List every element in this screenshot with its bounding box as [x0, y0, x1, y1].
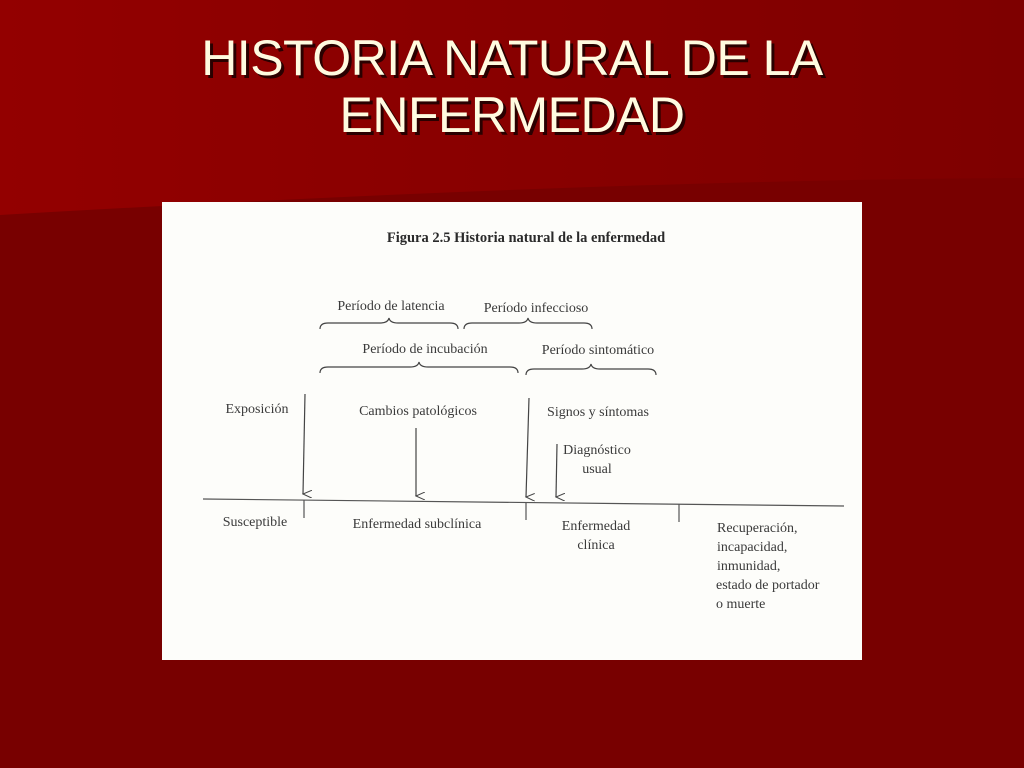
incubation-period-label: Período de incubación	[362, 342, 488, 357]
infectious-period-label: Período infeccioso	[483, 301, 589, 316]
disease-history-figure	[162, 202, 862, 660]
outcome-label-line-5: o muerte	[716, 597, 766, 612]
outcome-label-line-3: inmunidad,	[717, 559, 781, 574]
incubation-period-brace	[320, 362, 518, 373]
subclinical-stage-label: Enfermedad subclínica	[352, 517, 482, 532]
signs-symptoms-label: Signos y síntomas	[547, 405, 649, 420]
symptomatic-period-brace	[526, 364, 656, 375]
susceptible-stage-label: Susceptible	[222, 515, 288, 530]
slide-title	[112, 30, 912, 144]
infectious-period-brace	[464, 318, 592, 329]
exposure-arrow	[303, 394, 305, 494]
slide-title-line-1: HISTORIA NATURAL DE LA	[201, 30, 823, 86]
diagnosis-label-line-2: usual	[582, 462, 612, 477]
figure-caption: Figura 2.5 Historia natural de la enfermedad	[386, 230, 666, 246]
diagnosis-label-line-1: Diagnóstico	[563, 443, 631, 458]
diagnosis-arrow	[556, 444, 557, 497]
slide-title-line-2: ENFERMEDAD	[339, 87, 685, 143]
clinical-stage-label-line-2: clínica	[577, 538, 615, 553]
outcome-label-line-4: estado de portador	[716, 578, 820, 593]
pathologic-changes-label: Cambios patológicos	[359, 404, 477, 419]
clinical-stage-label-line-1: Enfermedad	[561, 519, 631, 534]
latency-period-label: Período de latencia	[337, 299, 445, 314]
timeline-diagram	[162, 202, 862, 660]
exposure-label: Exposición	[225, 402, 289, 417]
timeline-axis	[203, 499, 844, 506]
latency-period-brace	[320, 318, 458, 329]
signs-symptoms-arrow	[526, 398, 529, 497]
outcome-label-line-2: incapacidad,	[717, 540, 788, 555]
symptomatic-period-label: Período sintomático	[541, 343, 655, 358]
outcome-label-line-1: Recuperación,	[717, 521, 798, 536]
